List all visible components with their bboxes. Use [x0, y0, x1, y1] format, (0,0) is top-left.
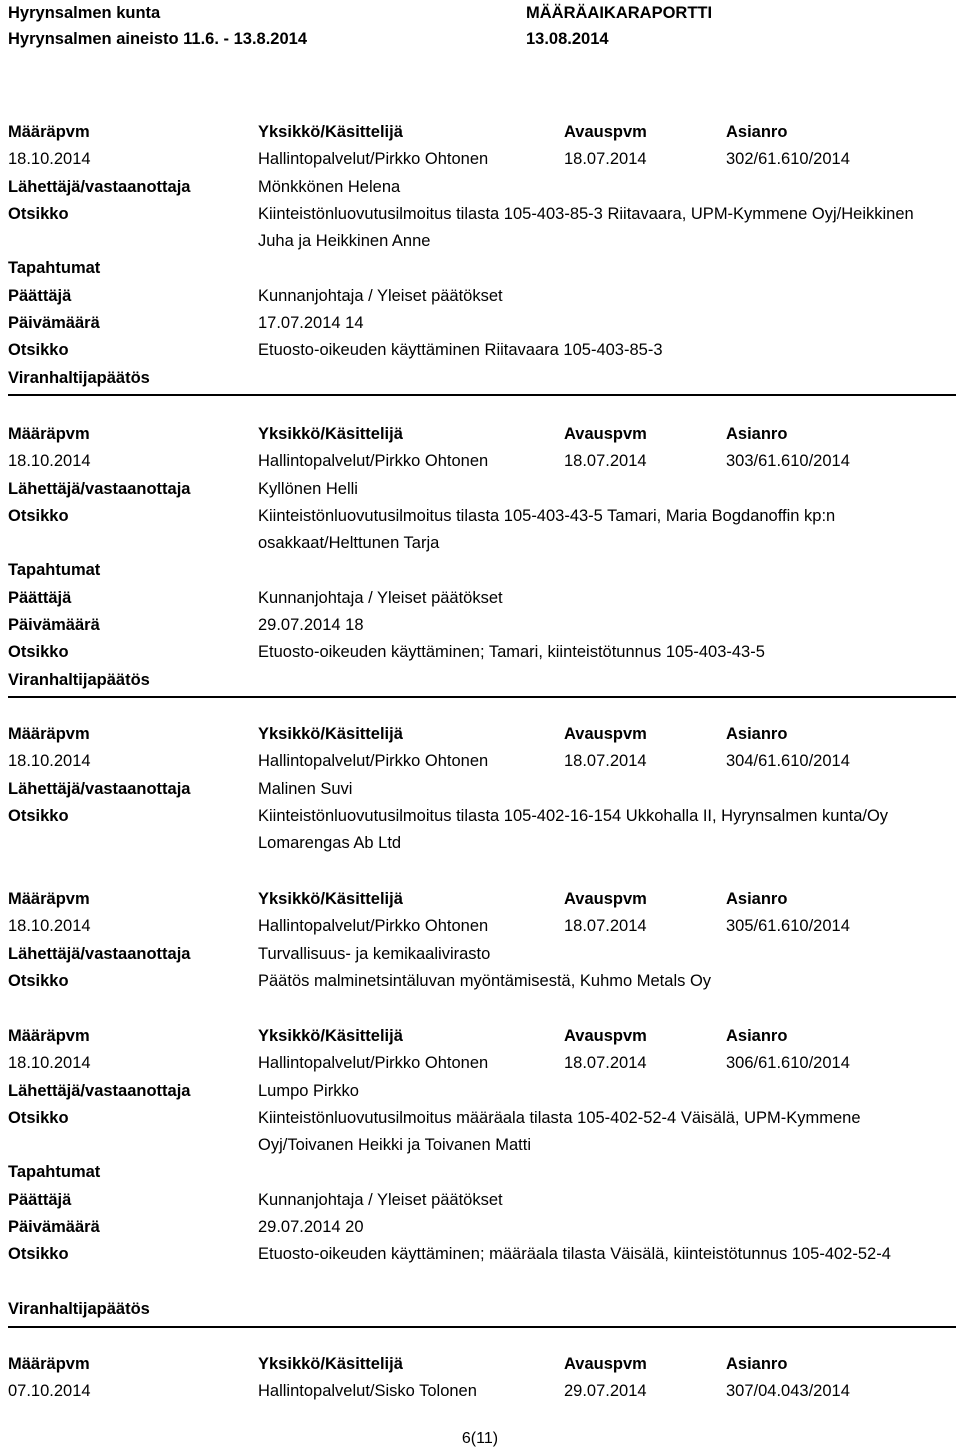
avauspvm-value: 18.07.2014	[564, 150, 647, 169]
tapahtumat-row	[8, 557, 958, 584]
avauspvm-label: Avauspvm	[564, 425, 647, 443]
asianro-value: 307/04.043/2014	[726, 1382, 850, 1401]
record-column-headers	[8, 886, 958, 913]
viranhaltijapaatos-label: Viranhaltijapäätös	[8, 1299, 150, 1318]
otsikko-row	[8, 968, 958, 995]
record-306	[8, 1023, 958, 1323]
otsikko-row	[8, 803, 958, 858]
lahettaja-label: Lähettäjä/vastaanottaja	[8, 177, 191, 196]
paivamaara-row	[8, 612, 958, 639]
otsikko-value: Kiinteistönluovutusilmoitus tilasta 105-403-43-5 Tamari, Maria Bogdanoffin kp:n osakkaat/Helttunen Tarja	[258, 506, 836, 553]
paivamaara-value: 29.07.2014 20	[258, 1218, 364, 1237]
lahettaja-label: Lähettäjä/vastaanottaja	[8, 1081, 191, 1100]
report-title: MÄÄRÄAIKARAPORTTI	[526, 4, 713, 22]
maarapvm-label: Määräpvm	[8, 1355, 90, 1373]
record-column-headers	[8, 721, 958, 748]
maarapvm-label: Määräpvm	[8, 425, 90, 443]
lahettaja-row	[8, 1078, 958, 1105]
paattaja-row	[8, 585, 958, 612]
page-number: 6(11)	[461, 1430, 499, 1447]
asianro-label: Asianro	[726, 123, 788, 141]
maarapvm-label: Määräpvm	[8, 123, 90, 141]
asianro-value: 306/61.610/2014	[726, 1054, 850, 1073]
viranhaltijapaatos-label: Viranhaltijapäätös	[8, 670, 150, 689]
otsikko-label: Otsikko	[8, 341, 69, 360]
yksikko-value: Hallintopalvelut/Pirkko Ohtonen	[258, 752, 489, 771]
avauspvm-value: 18.07.2014	[564, 452, 647, 471]
paivamaara-row	[8, 310, 958, 337]
record-values	[8, 913, 958, 940]
paattaja-label: Päättäjä	[8, 588, 72, 607]
record-column-headers	[8, 119, 958, 146]
otsikko-value: Päätös malminetsintäluvan myöntämisestä, Kuhmo Metals Oy	[258, 971, 712, 990]
paivamaara-label: Päivämäärä	[8, 314, 100, 333]
lahettaja-label: Lähettäjä/vastaanottaja	[8, 479, 191, 498]
otsikko-value: Kiinteistönluovutusilmoitus määräala tilasta 105-402-52-4 Väisälä, UPM-Kymmene Oyj/Toivanen Heikki ja Toivanen Matti	[258, 1108, 861, 1155]
record-values	[8, 748, 958, 775]
maarapvm-value: 07.10.2014	[8, 1382, 91, 1401]
record-303	[8, 421, 958, 694]
paattaja-row	[8, 1187, 958, 1214]
avauspvm-label: Avauspvm	[564, 123, 647, 141]
record-separator	[8, 1326, 956, 1328]
avauspvm-value: 18.07.2014	[564, 917, 647, 936]
event-otsikko-value: Etuosto-oikeuden käyttäminen Riitavaara 105-403-85-3	[258, 341, 663, 360]
paivamaara-value: 17.07.2014 14	[258, 314, 364, 333]
otsikko-row	[8, 1105, 958, 1160]
record-305	[8, 886, 958, 995]
event-otsikko-row	[8, 1241, 958, 1296]
record-column-headers	[8, 1351, 958, 1378]
viranhaltijapaatos-label: Viranhaltijapäätös	[8, 368, 150, 387]
report-date: 13.08.2014	[526, 30, 609, 48]
paivamaara-label: Päivämäärä	[8, 616, 100, 635]
viranhaltijapaatos-row	[8, 365, 958, 392]
lahettaja-value: Lumpo Pirkko	[258, 1081, 359, 1100]
record-302	[8, 119, 958, 392]
tapahtumat-label: Tapahtumat	[8, 1163, 101, 1182]
otsikko-row	[8, 503, 958, 558]
record-separator	[8, 394, 956, 396]
lahettaja-row	[8, 174, 958, 201]
yksikko-label: Yksikkö/Käsittelijä	[258, 890, 403, 908]
paattaja-row	[8, 283, 958, 310]
event-otsikko-value: Etuosto-oikeuden käyttäminen; Tamari, kiinteistötunnus 105-403-43-5	[258, 643, 765, 662]
record-separator	[8, 696, 956, 698]
yksikko-label: Yksikkö/Käsittelijä	[258, 1027, 403, 1045]
yksikko-label: Yksikkö/Käsittelijä	[258, 425, 403, 443]
lahettaja-label: Lähettäjä/vastaanottaja	[8, 944, 191, 963]
lahettaja-value: Malinen Suvi	[258, 779, 353, 798]
lahettaja-row	[8, 941, 958, 968]
paattaja-value: Kunnanjohtaja / Yleiset päätökset	[258, 286, 503, 305]
otsikko-label: Otsikko	[8, 1245, 69, 1264]
maarapvm-value: 18.10.2014	[8, 1054, 91, 1073]
maarapvm-value: 18.10.2014	[8, 150, 91, 169]
tapahtumat-row	[8, 1159, 958, 1186]
yksikko-value: Hallintopalvelut/Pirkko Ohtonen	[258, 150, 489, 169]
lahettaja-value: Mönkkönen Helena	[258, 177, 401, 196]
asianro-label: Asianro	[726, 725, 788, 743]
maarapvm-value: 18.10.2014	[8, 752, 91, 771]
maarapvm-label: Määräpvm	[8, 725, 90, 743]
otsikko-label: Otsikko	[8, 506, 69, 525]
otsikko-label: Otsikko	[8, 204, 69, 223]
event-otsikko-row	[8, 337, 958, 364]
yksikko-label: Yksikkö/Käsittelijä	[258, 123, 403, 141]
asianro-label: Asianro	[726, 1027, 788, 1045]
maarapvm-value: 18.10.2014	[8, 452, 91, 471]
yksikko-value: Hallintopalvelut/Pirkko Ohtonen	[258, 452, 489, 471]
lahettaja-value: Kyllönen Helli	[258, 479, 358, 498]
lahettaja-value: Turvallisuus- ja kemikaalivirasto	[258, 944, 491, 963]
event-otsikko-row	[8, 639, 958, 666]
asianro-label: Asianro	[726, 890, 788, 908]
lahettaja-label: Lähettäjä/vastaanottaja	[8, 779, 191, 798]
record-values	[8, 1050, 958, 1077]
paivamaara-row	[8, 1214, 958, 1241]
otsikko-value: Kiinteistönluovutusilmoitus tilasta 105-402-16-154 Ukkohalla II, Hyrynsalmen kunta/Oy Lomarengas Ab Ltd	[258, 806, 889, 853]
lahettaja-row	[8, 476, 958, 503]
asianro-label: Asianro	[726, 425, 788, 443]
paattaja-label: Päättäjä	[8, 1190, 72, 1209]
avauspvm-label: Avauspvm	[564, 1027, 647, 1045]
asianro-value: 304/61.610/2014	[726, 752, 850, 771]
asianro-value: 305/61.610/2014	[726, 917, 850, 936]
record-column-headers	[8, 1023, 958, 1050]
record-column-headers	[8, 421, 958, 448]
asianro-value: 302/61.610/2014	[726, 150, 850, 169]
event-otsikko-value: Etuosto-oikeuden käyttäminen; määräala tilasta Väisälä, kiinteistötunnus 105-402-52-4	[258, 1245, 891, 1264]
tapahtumat-label: Tapahtumat	[8, 259, 101, 278]
viranhaltijapaatos-row	[8, 667, 958, 694]
otsikko-row	[8, 201, 958, 256]
avauspvm-value: 18.07.2014	[564, 1054, 647, 1073]
yksikko-value: Hallintopalvelut/Sisko Tolonen	[258, 1382, 477, 1401]
record-304	[8, 721, 958, 857]
record-values	[8, 448, 958, 475]
paattaja-value: Kunnanjohtaja / Yleiset päätökset	[258, 588, 503, 607]
yksikko-value: Hallintopalvelut/Pirkko Ohtonen	[258, 1054, 489, 1073]
lahettaja-row	[8, 776, 958, 803]
avauspvm-value: 18.07.2014	[564, 752, 647, 771]
record-values	[8, 146, 958, 173]
maarapvm-value: 18.10.2014	[8, 917, 91, 936]
yksikko-label: Yksikkö/Käsittelijä	[258, 725, 403, 743]
avauspvm-label: Avauspvm	[564, 1355, 647, 1373]
yksikko-label: Yksikkö/Käsittelijä	[258, 1355, 403, 1373]
otsikko-label: Otsikko	[8, 643, 69, 662]
otsikko-label: Otsikko	[8, 1108, 69, 1127]
asianro-label: Asianro	[726, 1355, 788, 1373]
report-subtitle: Hyrynsalmen aineisto 11.6. - 13.8.2014	[8, 30, 308, 48]
avauspvm-label: Avauspvm	[564, 890, 647, 908]
paivamaara-value: 29.07.2014 18	[258, 616, 364, 635]
tapahtumat-label: Tapahtumat	[8, 561, 101, 580]
tapahtumat-row	[8, 255, 958, 282]
paivamaara-label: Päivämäärä	[8, 1218, 100, 1237]
yksikko-value: Hallintopalvelut/Pirkko Ohtonen	[258, 917, 489, 936]
maarapvm-label: Määräpvm	[8, 1027, 90, 1045]
record-values	[8, 1378, 958, 1405]
otsikko-value: Kiinteistönluovutusilmoitus tilasta 105-403-85-3 Riitavaara, UPM-Kymmene Oyj/Heikkinen Juha ja Heikkinen Anne	[258, 204, 914, 251]
avauspvm-label: Avauspvm	[564, 725, 647, 743]
paattaja-label: Päättäjä	[8, 286, 72, 305]
paattaja-value: Kunnanjohtaja / Yleiset päätökset	[258, 1190, 503, 1209]
maarapvm-label: Määräpvm	[8, 890, 90, 908]
viranhaltijapaatos-row	[8, 1296, 958, 1323]
otsikko-label: Otsikko	[8, 806, 69, 825]
avauspvm-value: 29.07.2014	[564, 1382, 647, 1401]
org-name: Hyrynsalmen kunta	[8, 4, 161, 22]
record-307	[8, 1351, 958, 1406]
otsikko-label: Otsikko	[8, 971, 69, 990]
asianro-value: 303/61.610/2014	[726, 452, 850, 471]
